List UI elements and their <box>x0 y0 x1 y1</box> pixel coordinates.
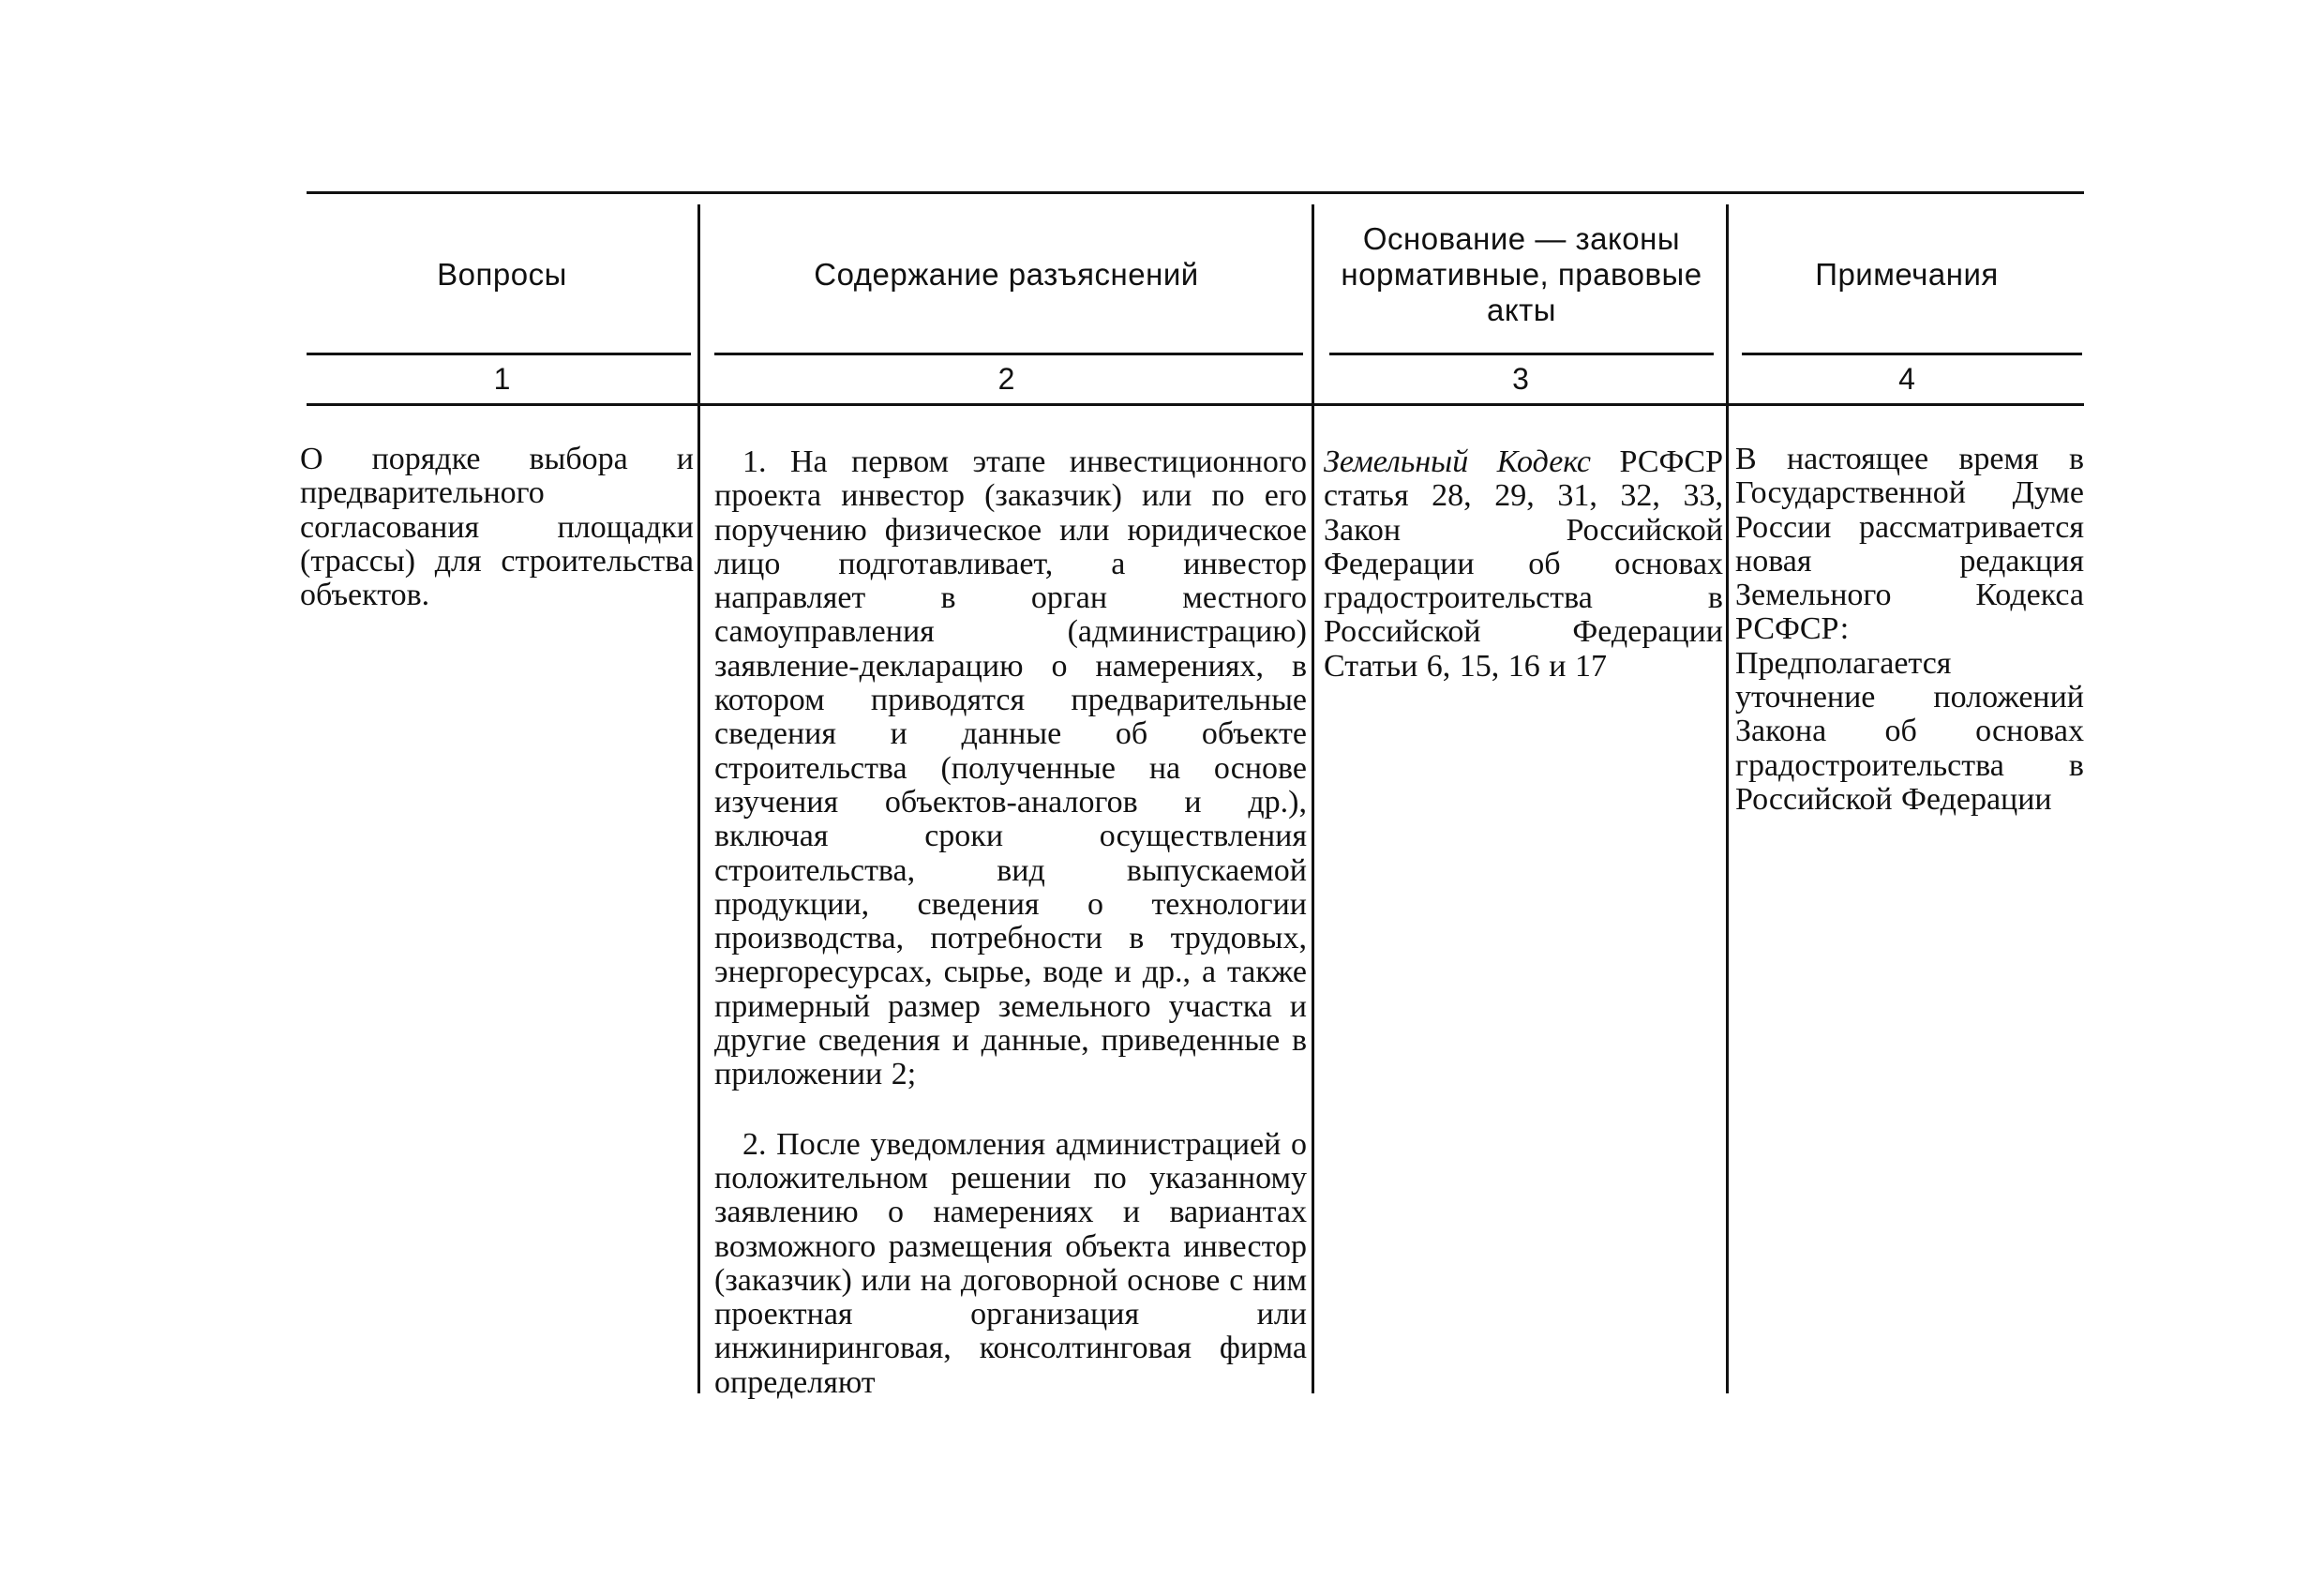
notes-cell <box>1735 443 2084 817</box>
header-bottom-rule-col1 <box>307 353 691 355</box>
numbers-bottom-rule <box>307 403 2084 406</box>
explanation-paragraph-2: 2. После уведомления администрацией о положительном решении по указанному заявлению о намерениях и вариантах возможного размещения объекта инвестор (заказчик) или на договорной основе с ним проектная организация или инжиниринговая, консолтинговая фирма определяют <box>714 1126 1307 1400</box>
legal-basis-title: Земельный Кодекс <box>1324 444 1591 479</box>
header-bottom-rule-col4 <box>1742 353 2082 355</box>
header-explanations: Содержание разъяснений <box>814 256 1199 292</box>
column-divider-2 <box>1312 204 1314 1393</box>
column-number-1: 1 <box>493 362 511 396</box>
table-top-rule <box>307 191 2084 194</box>
column-number-2: 2 <box>997 362 1015 396</box>
column-divider-3 <box>1726 204 1729 1393</box>
header-questions: Вопросы <box>437 256 567 292</box>
notes-text-1: В настоящее время в Государственной Думе России рассматривается новая редакция Земельного Кодекса РСФСР: <box>1735 442 2084 647</box>
question-text: О порядке выбора и предварительного согласования площадки (трассы) для строительства объектов. <box>300 442 694 613</box>
header-legal-basis: Основание — законы нормативные, правовые акты <box>1341 220 1702 327</box>
column-number-3: 3 <box>1512 362 1529 396</box>
legal-basis-cell <box>1324 445 1723 684</box>
column-divider-1 <box>697 204 700 1393</box>
legal-basis-text: РСФСР статья 28, 29, 31, 32, 33, Закон Российской Федерации об основах градостроительства в Российской Федерации Статьи 6, 15, 16 и 17 <box>1324 444 1723 684</box>
question-cell <box>300 443 694 612</box>
explanation-cell <box>714 445 1307 1400</box>
notes-text-2: Предполагается уточнение положений Закона об основах градостроительства в Российской Федерации <box>1735 645 2084 817</box>
explanation-paragraph-1: 1. На первом этапе инвестиционного проекта инвестор (заказчик) или по его поручению физическое или юридическое лицо подготавливает, а инвестор направляет в орган местного самоуправления (администрацию) заявление-декларацию о намерениях, в котором приводятся предварительные сведения и данные об объекте строительства (полученные на основе изучения объектов-аналогов и др.), включая сроки осуществления строительства, вид выпускаемой продукции, сведения о технологии производства, потребности в трудовых, энергоресурсах, сырье, воде и др., а также примерный размер земельного участка и другие сведения и данные, приведенные в приложении 2; <box>714 444 1307 1092</box>
column-number-4: 4 <box>1898 362 1915 396</box>
header-bottom-rule-col3 <box>1329 353 1714 355</box>
header-notes: Примечания <box>1815 256 1999 292</box>
header-bottom-rule-col2 <box>714 353 1303 355</box>
